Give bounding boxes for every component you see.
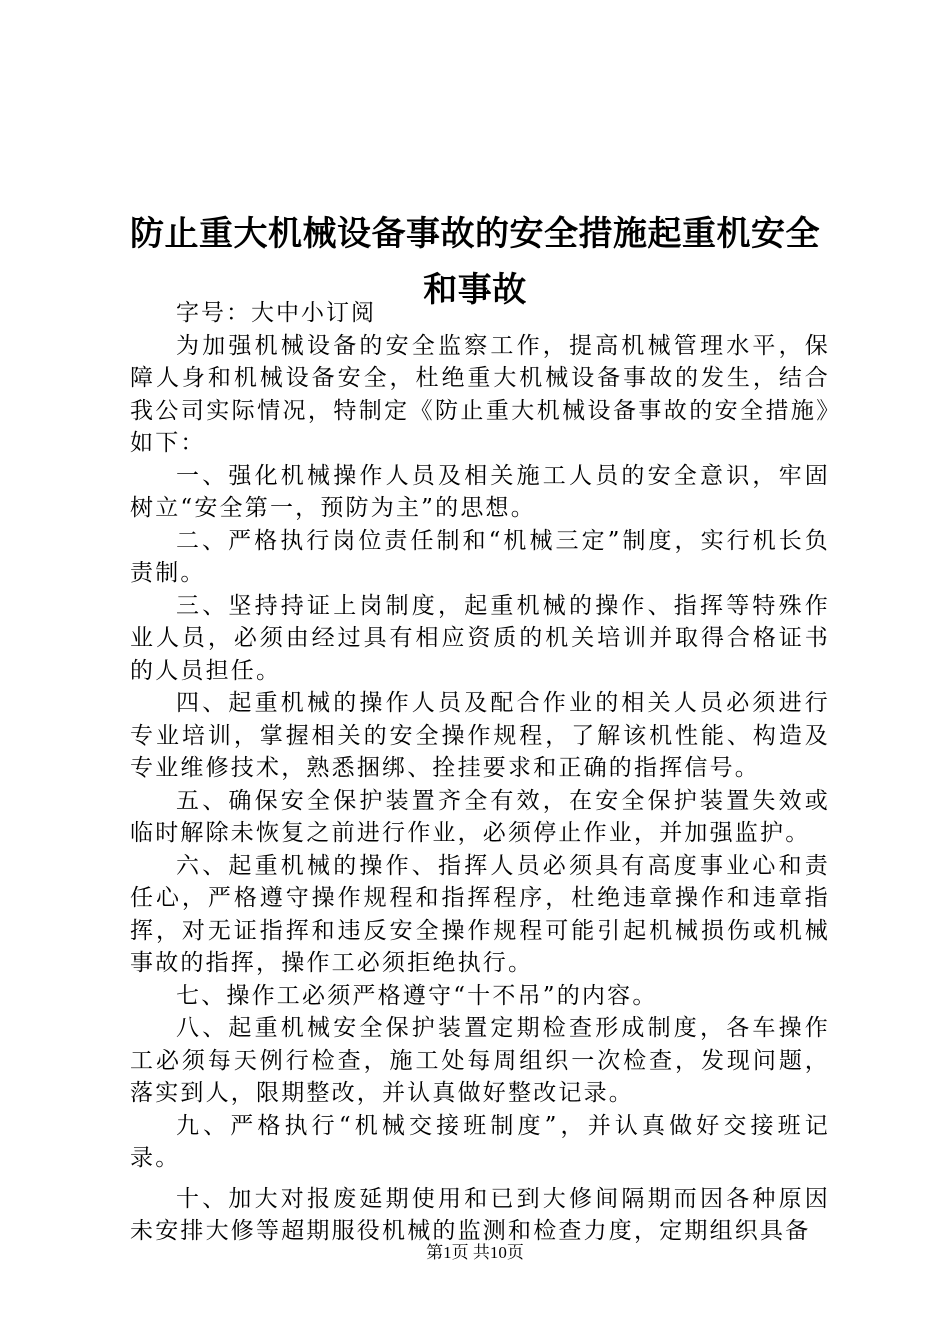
measure-4-paragraph: 四、起重机械的操作人员及配合作业的相关人员必须进行专业培训，掌握相关的安全操作规程，了解该机性能、构造及专业维修技术，熟悉捆绑、拴挂要求和正确的指挥信号。 [130,690,830,781]
measure-6-paragraph: 六、起重机械的操作、指挥人员必须具有高度事业心和责任心，严格遵守操作规程和指挥程序，杜绝违章操作和违章指挥，对无证指挥和违反安全操作规程可能引起机械损伤或机械事故的指挥，操作工必须拒绝执行。 [130,852,830,976]
measure-7-paragraph: 七、操作工必须严格遵守“十不吊”的内容。 [176,982,658,1009]
measure-3-paragraph: 三、坚持持证上岗制度，起重机械的操作、指挥等特殊作业人员，必须由经过具有相应资质的机关培训并取得合格证书的人员担任。 [130,592,830,684]
font-size-selector[interactable]: 字号：大中小订阅 [176,300,376,326]
page-indicator: 第1页 共10页 [426,1243,524,1262]
document-title: 防止重大机械设备事故的安全措施起重机安全和事故 [130,213,820,310]
measure-10-paragraph: 十、加大对报废延期使用和已到大修间隔期而因各种原因未安排大修等超期服役机械的监测和检查力度，定期组织具备 [130,1185,830,1244]
measure-1-paragraph: 一、强化机械操作人员及相关施工人员的安全意识，牢固树立“安全第一，预防为主”的思想。 [130,462,830,521]
measure-9-paragraph: 九、严格执行“机械交接班制度”，并认真做好交接班记录。 [130,1112,830,1171]
measure-8-paragraph: 八、起重机械安全保护装置定期检查形成制度，各车操作工必须每天例行检查，施工处每周组织一次检查，发现问题，落实到人，限期整改，并认真做好整改记录。 [130,1015,830,1106]
document-body [130,297,830,1248]
measure-5-paragraph: 五、确保安全保护装置齐全有效，在安全保护装置失效或临时解除未恢复之前进行作业，必须停止作业，并加强监护。 [130,787,830,846]
intro-paragraph: 为加强机械设备的安全监察工作，提高机械管理水平，保障人身和机械设备安全，杜绝重大机械设备事故的发生，结合我公司实际情况，特制定《防止重大机械设备事故的安全措施》如下： [130,332,830,456]
measure-2-paragraph: 二、严格执行岗位责任制和“机械三定”制度，实行机长负责制。 [130,527,830,586]
